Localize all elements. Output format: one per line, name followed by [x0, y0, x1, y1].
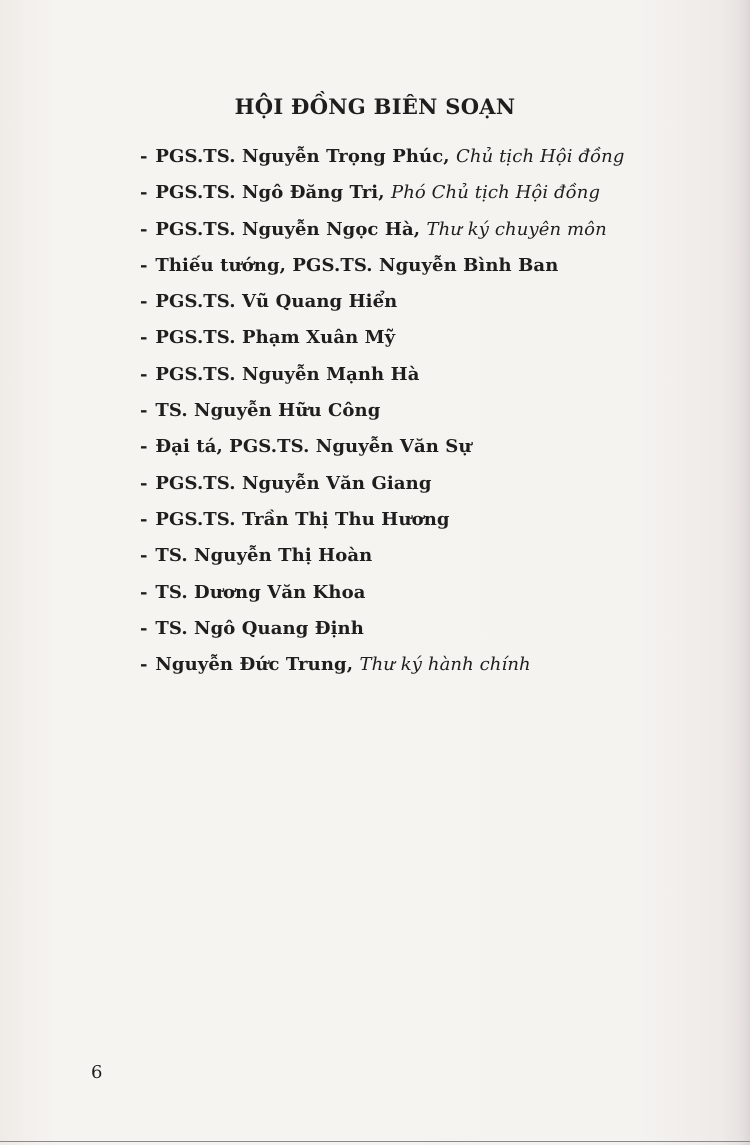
bottom-rule: [0, 1141, 750, 1142]
member-name: PGS.TS. Nguyễn Mạnh Hà: [155, 363, 420, 385]
list-item: [140, 505, 624, 541]
bullet-dash: -: [140, 508, 148, 530]
list-item: [140, 360, 624, 396]
bullet-dash: -: [140, 545, 148, 567]
bullet-dash: -: [140, 327, 148, 349]
bullet-dash: -: [140, 617, 148, 639]
list-item: [140, 178, 624, 214]
bullet-dash: -: [140, 472, 148, 494]
page-title: HỘI ĐỒNG BIÊN SOẠN: [234, 94, 516, 119]
list-item: [140, 614, 624, 650]
member-name: Thiếu tướng, PGS.TS. Nguyễn Bình Ban: [155, 254, 559, 276]
list-item: [140, 251, 624, 287]
member-name: Nguyễn Đức Trung,: [155, 654, 354, 676]
member-name: TS. Dương Văn Khoa: [155, 581, 366, 603]
list-item: [140, 142, 624, 178]
bullet-dash: -: [140, 182, 148, 204]
member-name: TS. Nguyễn Thị Hoàn: [155, 545, 373, 567]
member-role: Phó Chủ tịch Hội đồng: [391, 182, 601, 204]
list-item: [140, 541, 624, 577]
list-item: [140, 432, 624, 468]
list-item: [140, 215, 624, 251]
bullet-dash: -: [140, 654, 148, 676]
bullet-dash: -: [140, 581, 148, 603]
page-edge-shadow: [722, 0, 750, 1145]
member-name: PGS.TS. Vũ Quang Hiển: [155, 291, 398, 313]
list-item: [140, 396, 624, 432]
member-name: PGS.TS. Nguyễn Ngọc Hà,: [155, 218, 421, 240]
member-name: TS. Ngô Quang Định: [155, 617, 364, 639]
list-item: [140, 469, 624, 505]
bullet-dash: -: [140, 254, 148, 276]
list-item: [140, 287, 624, 323]
page-number: 6: [91, 1062, 103, 1083]
editorial-board-list: [140, 142, 624, 686]
member-role: Chủ tịch Hội đồng: [456, 146, 625, 167]
member-name: PGS.TS. Ngô Đăng Tri,: [155, 182, 385, 204]
member-name: PGS.TS. Phạm Xuân Mỹ: [155, 327, 396, 349]
bullet-dash: -: [140, 146, 148, 167]
member-role: Thư ký chuyên môn: [426, 218, 607, 240]
member-name: PGS.TS. Trần Thị Thu Hương: [155, 508, 450, 530]
bullet-dash: -: [140, 218, 148, 240]
list-item: [140, 650, 624, 686]
member-name: Đại tá, PGS.TS. Nguyễn Văn Sự: [155, 436, 472, 458]
member-name: TS. Nguyễn Hữu Công: [155, 400, 381, 422]
list-item: [140, 578, 624, 614]
member-name: PGS.TS. Nguyễn Văn Giang: [155, 472, 432, 494]
bullet-dash: -: [140, 291, 148, 313]
bullet-dash: -: [140, 436, 148, 458]
list-item: [140, 323, 624, 359]
bullet-dash: -: [140, 363, 148, 385]
member-name: PGS.TS. Nguyễn Trọng Phúc,: [155, 146, 450, 167]
member-role: Thư ký hành chính: [359, 654, 531, 676]
bullet-dash: -: [140, 400, 148, 422]
